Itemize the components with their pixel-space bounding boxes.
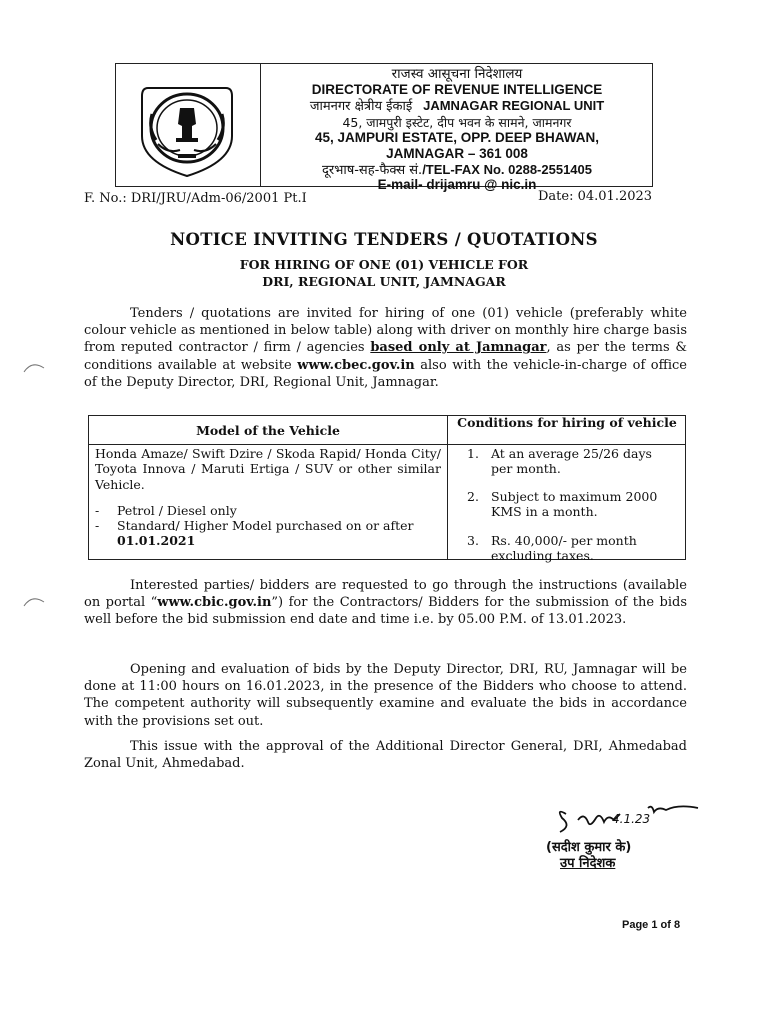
address-line-2: JAMNAGAR – 361 008	[386, 146, 528, 161]
condition-2-text: Subject to maximum 2000 KMS in a month.	[491, 489, 658, 520]
table-header-divider	[89, 444, 685, 445]
paragraph-approval	[84, 738, 687, 772]
signatory-designation: उप निदेशक	[560, 856, 616, 871]
para1-text-c: , as per the terms & conditions available at website	[84, 340, 687, 373]
table-header-model: Model of the Vehicle	[196, 423, 340, 438]
para2-text-a: Interested parties/ bidders are requested to go through the instructions (available on portal “	[84, 578, 687, 611]
portal-link[interactable]: www.cbic.gov.in	[157, 595, 272, 611]
document-date: Date: 04.01.2023	[538, 189, 653, 204]
dri-emblem-logo	[128, 74, 246, 180]
table-header-conditions: Conditions for hiring of vehicle	[457, 415, 677, 430]
paragraph-instructions	[84, 577, 687, 629]
unit-line	[262, 98, 652, 115]
para1-location: based only at Jamnagar	[370, 340, 547, 356]
unit-name-hindi: जामनगर क्षेत्रीय ईकाई	[309, 99, 413, 114]
signature-date: 4.1.23	[612, 812, 651, 826]
email: E-mail- drijamru @ nic.in	[377, 177, 537, 192]
margin-mark-1	[22, 358, 46, 374]
subtitle-2: DRI, REGIONAL UNIT, JAMNAGAR	[262, 274, 506, 289]
condition-2-num: 2.	[467, 489, 479, 504]
vehicle-models: Honda Amaze/ Swift Dzire / Skoda Rapid/ Honda City/ Toyota Innova / Maruti Ertiga / SUV or other similar Vehicle.	[95, 446, 441, 492]
address-hindi: 45, जामपुरी इस्टेट, दीप भवन के सामने, जामनगर	[342, 115, 572, 130]
page-title: NOTICE INVITING TENDERS / QUOTATIONS	[170, 230, 598, 249]
para1-text-a: Tenders / quotations are invited for hiring of one (01) vehicle (preferably white colour vehicle as mentioned in below table) along with driver on monthly hire charge basis from reputed contractor / firm / agencies	[84, 306, 687, 356]
margin-mark-2	[22, 592, 46, 608]
address-line-1: 45, JAMPURI ESTATE, OPP. DEEP BHAWAN,	[314, 130, 600, 145]
condition-1-num: 1.	[467, 446, 479, 461]
bullet-model: - Standard/ Higher Model purchased on or after 01.01.2021	[95, 518, 414, 549]
vehicle-table	[88, 415, 686, 564]
page-number: Page 1 of 8	[622, 919, 681, 931]
website-link[interactable]: www.cbec.gov.in	[297, 357, 415, 373]
subtitle-1: FOR HIRING OF ONE (01) VEHICLE FOR	[239, 257, 529, 272]
bullet-fuel-text: Petrol / Diesel only	[117, 503, 237, 518]
file-number: F. No.: DRI/JRU/Adm-06/2001 Pt.I	[84, 191, 307, 206]
letterhead-divider	[260, 63, 261, 187]
bullet-model-text: Standard/ Higher Model purchased on or after	[117, 518, 414, 533]
condition-3-num: 3.	[467, 533, 479, 548]
para4-text: This issue with the approval of the Additional Director General, DRI, Ahmedabad Zonal Unit, Ahmedabad.	[84, 739, 687, 772]
condition-3-text: Rs. 40,000/- per month excluding taxes.	[491, 533, 637, 564]
table-col-divider	[447, 416, 448, 559]
org-name-hindi: राजस्व आसूचना निदेशालय	[391, 66, 523, 82]
paragraph-opening	[84, 661, 687, 730]
paragraph-invitation	[84, 305, 687, 391]
para3-text: Opening and evaluation of bids by the Deputy Director, DRI, RU, Jamnagar will be done at 11:00 hours on 16.01.2023, in the presence of the Bidders who choose to attend. The competent authority will subsequently examine and evaluate the bids in accordance with the provisions set out.	[84, 662, 687, 729]
para1-text-e: also with the vehicle-in-charge of office of the Deputy Director, DRI, Regional Unit, Jamnagar.	[84, 357, 687, 390]
bullet-fuel: - Petrol / Diesel only	[95, 503, 237, 518]
tel-fax: /TEL-FAX No. 0288-2551405	[422, 162, 592, 177]
signatory-name: (सदीश कुमार के)	[546, 840, 632, 855]
tel-hindi: दूरभाष-सह-फैक्स सं.	[322, 163, 423, 178]
unit-name: JAMNAGAR REGIONAL UNIT	[423, 98, 605, 113]
condition-1-text: At an average 25/26 days per month.	[491, 446, 652, 477]
org-name: DIRECTORATE OF REVENUE INTELLIGENCE	[311, 82, 603, 97]
para2-text-c: ”) for the Contractors/ Bidders for the submission of the bids well before the bid submission end date and time i.e. by 05.00 P.M. of 13.01.2023.	[84, 595, 687, 628]
bullet-model-date: 01.01.2021	[117, 533, 196, 549]
